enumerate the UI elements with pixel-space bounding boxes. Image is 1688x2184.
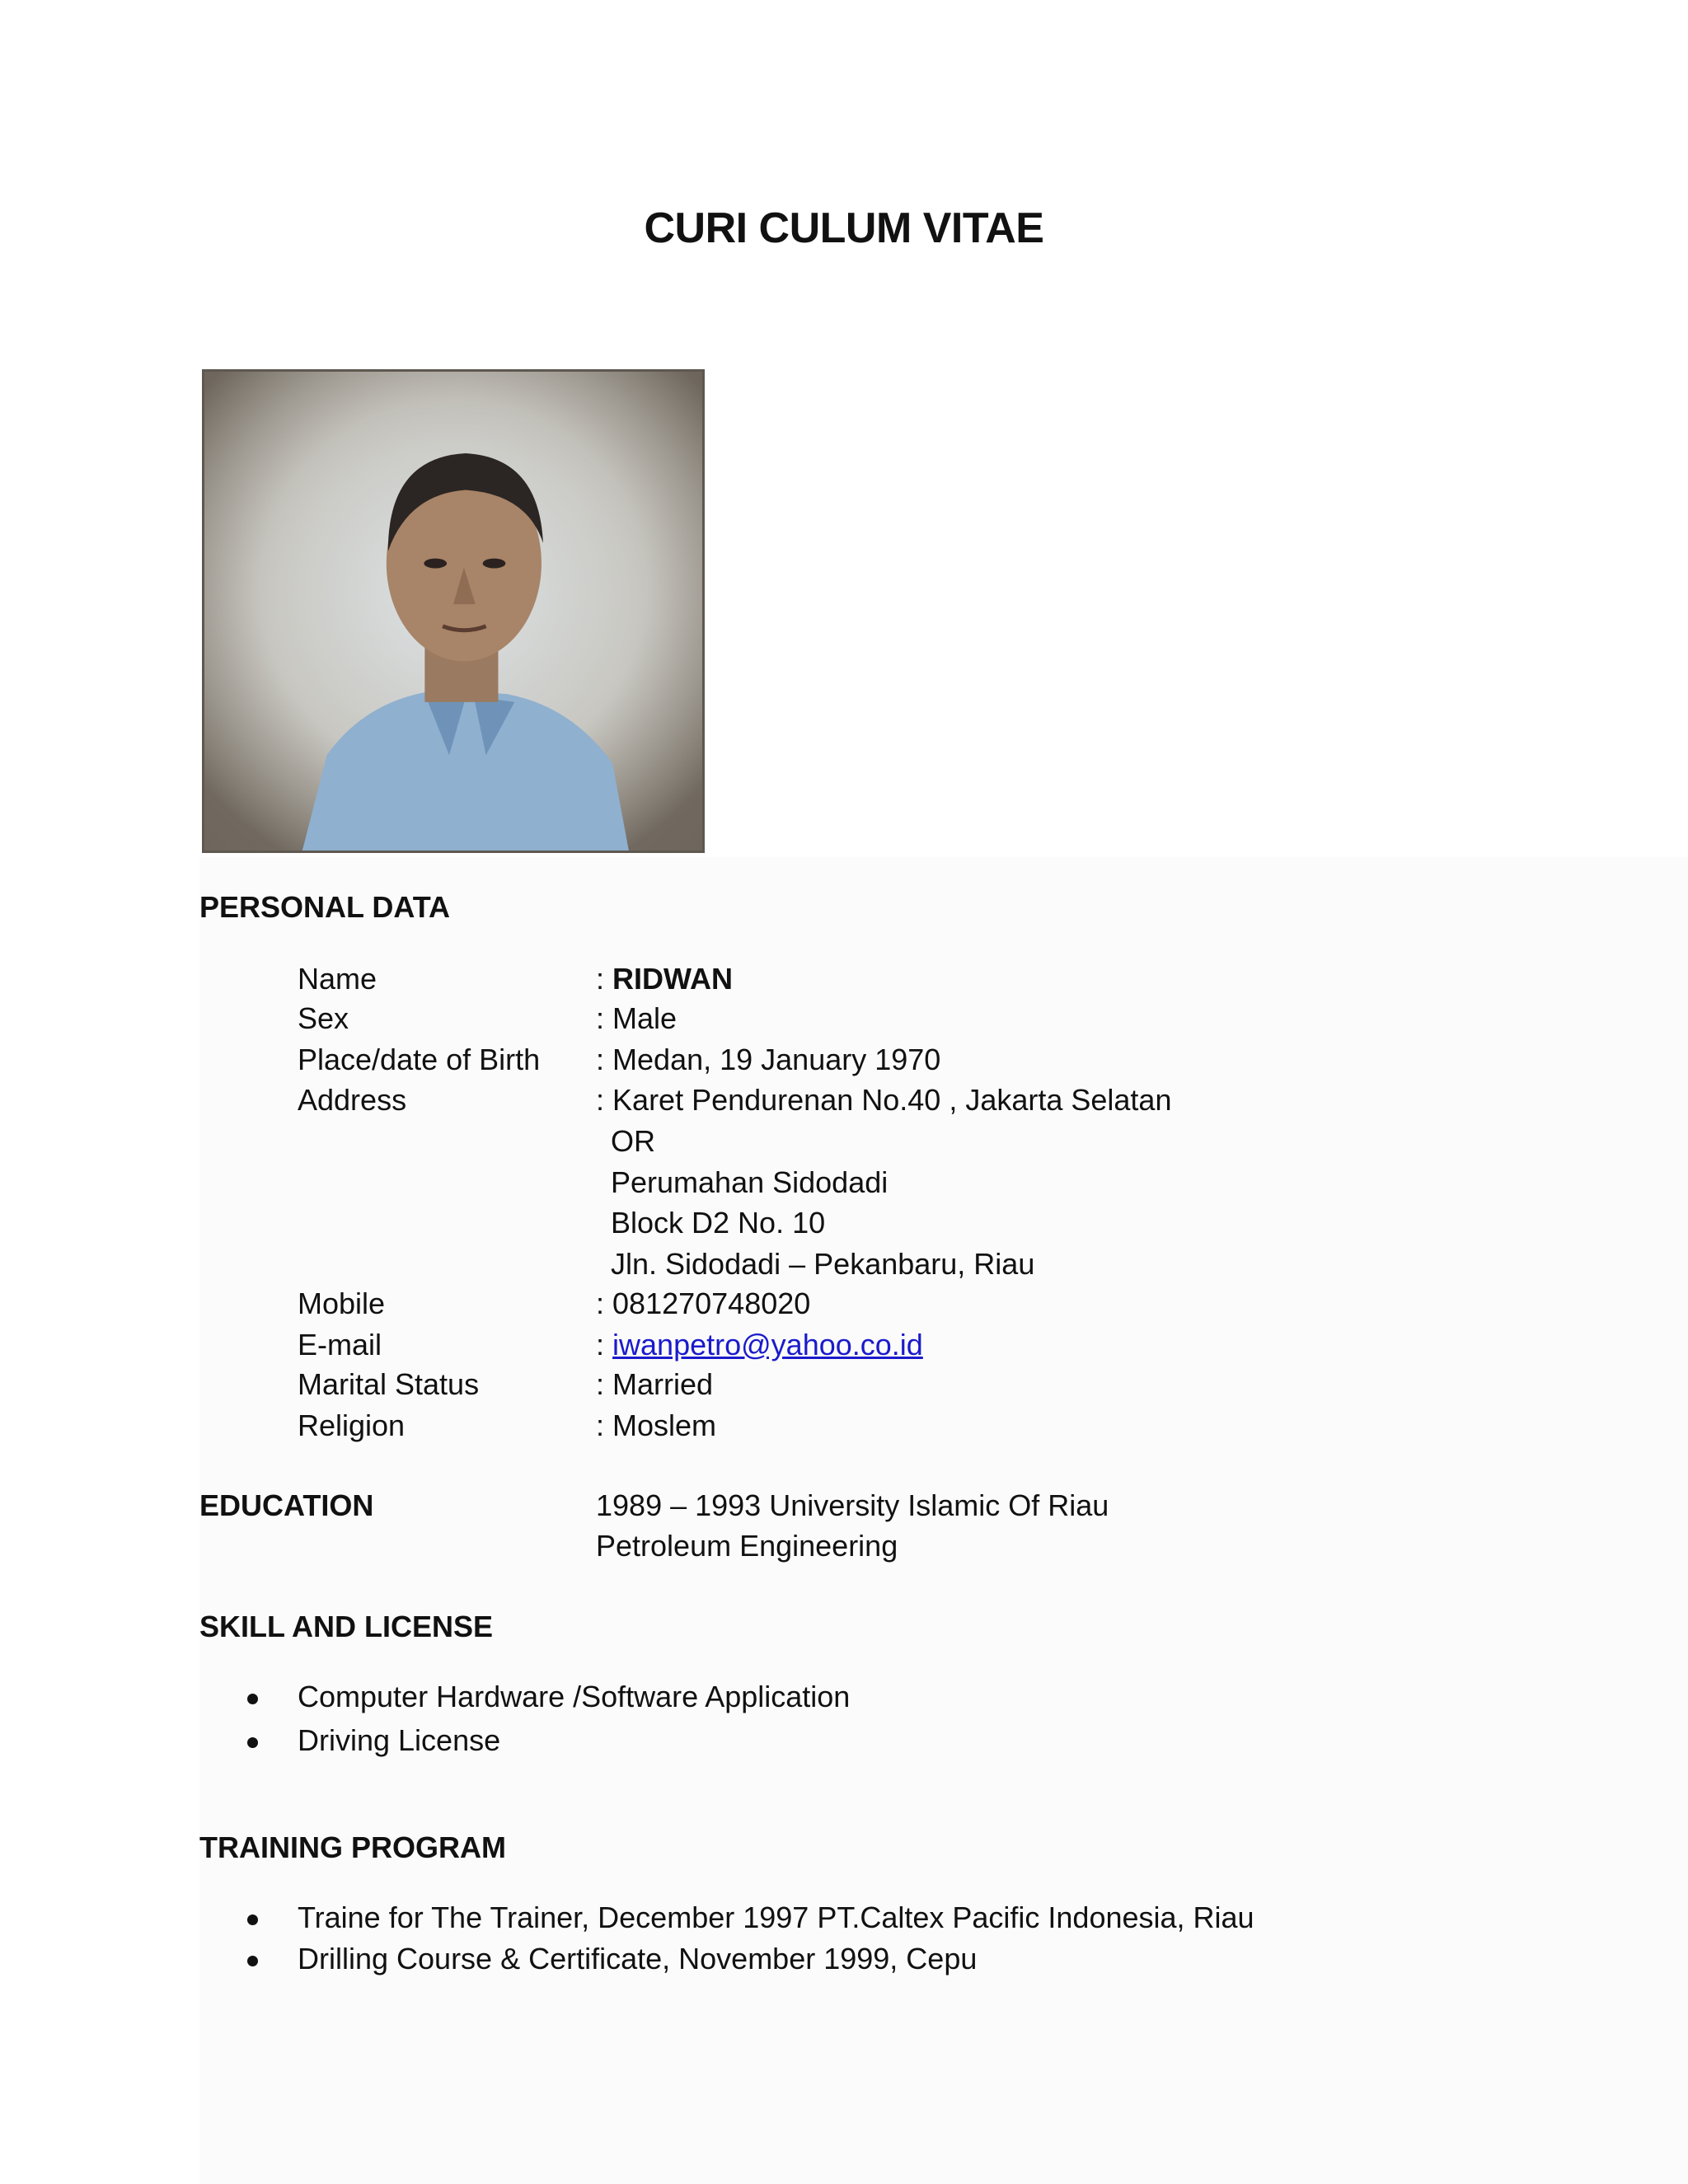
sex-value xyxy=(596,1001,677,1036)
separator: : xyxy=(596,1043,605,1076)
birth-value xyxy=(596,1043,940,1077)
separator: : xyxy=(596,1001,605,1035)
bullet-icon xyxy=(247,1915,258,1925)
address-label: Address xyxy=(298,1083,407,1117)
separator: : xyxy=(596,1328,605,1361)
education-line-1: 1989 – 1993 University Islamic Of Riau xyxy=(596,1488,1109,1522)
training-item: Traine for The Trainer, December 1997 PT.Caltex Pacific Indonesia, Riau xyxy=(298,1900,1254,1934)
marital-value xyxy=(596,1367,713,1402)
education-line-2: Petroleum Engineering xyxy=(596,1529,898,1563)
separator: : xyxy=(596,1286,605,1320)
separator: : xyxy=(596,1083,605,1117)
training-program-heading: TRAINING PROGRAM xyxy=(199,1830,506,1864)
birth-text: Medan, 19 January 1970 xyxy=(612,1043,941,1076)
document-title: CURI CULUM VITAE xyxy=(644,204,1044,252)
profile-photo xyxy=(202,369,705,853)
name-text: RIDWAN xyxy=(612,962,734,996)
training-item: Drilling Course & Certificate, November 1999, Cepu xyxy=(298,1942,978,1975)
religion-value xyxy=(596,1408,716,1443)
email-label: E-mail xyxy=(298,1328,382,1361)
marital-label: Marital Status xyxy=(298,1367,480,1401)
address-line-1: Karet Pendurenan No.40 , Jakarta Selatan xyxy=(612,1083,1172,1117)
bullet-icon xyxy=(247,1956,258,1966)
bullet-icon xyxy=(247,1737,258,1748)
name-value xyxy=(596,962,733,996)
mobile-text: 081270748020 xyxy=(612,1286,811,1320)
religion-label: Religion xyxy=(298,1408,406,1442)
education-heading: EDUCATION xyxy=(199,1488,374,1522)
religion-text: Moslem xyxy=(612,1408,717,1442)
email-link[interactable]: iwanpetro@yahoo.co.id xyxy=(612,1328,923,1361)
mobile-value xyxy=(596,1286,810,1321)
address-line-4: Block D2 No. 10 xyxy=(611,1206,826,1240)
address-value xyxy=(596,1083,1171,1118)
separator: : xyxy=(596,1408,605,1442)
personal-data-heading: PERSONAL DATA xyxy=(199,890,451,924)
separator: : xyxy=(596,1367,605,1401)
mobile-label: Mobile xyxy=(298,1286,386,1320)
address-line-3: Perumahan Sidodadi xyxy=(611,1165,889,1199)
marital-text: Married xyxy=(612,1367,714,1401)
skill-item: Driving License xyxy=(298,1723,501,1757)
name-label: Name xyxy=(298,962,377,996)
address-line-2: OR xyxy=(611,1124,655,1158)
skill-item: Computer Hardware /Software Application xyxy=(298,1680,851,1713)
birth-label: Place/date of Birth xyxy=(298,1043,541,1076)
sex-label: Sex xyxy=(298,1001,349,1035)
bullet-icon xyxy=(247,1694,258,1704)
email-value xyxy=(596,1328,923,1362)
skill-license-heading: SKILL AND LICENSE xyxy=(199,1610,494,1643)
address-line-5: Jln. Sidodadi – Pekanbaru, Riau xyxy=(611,1247,1035,1281)
sex-text: Male xyxy=(612,1001,678,1035)
separator: : xyxy=(596,962,605,996)
